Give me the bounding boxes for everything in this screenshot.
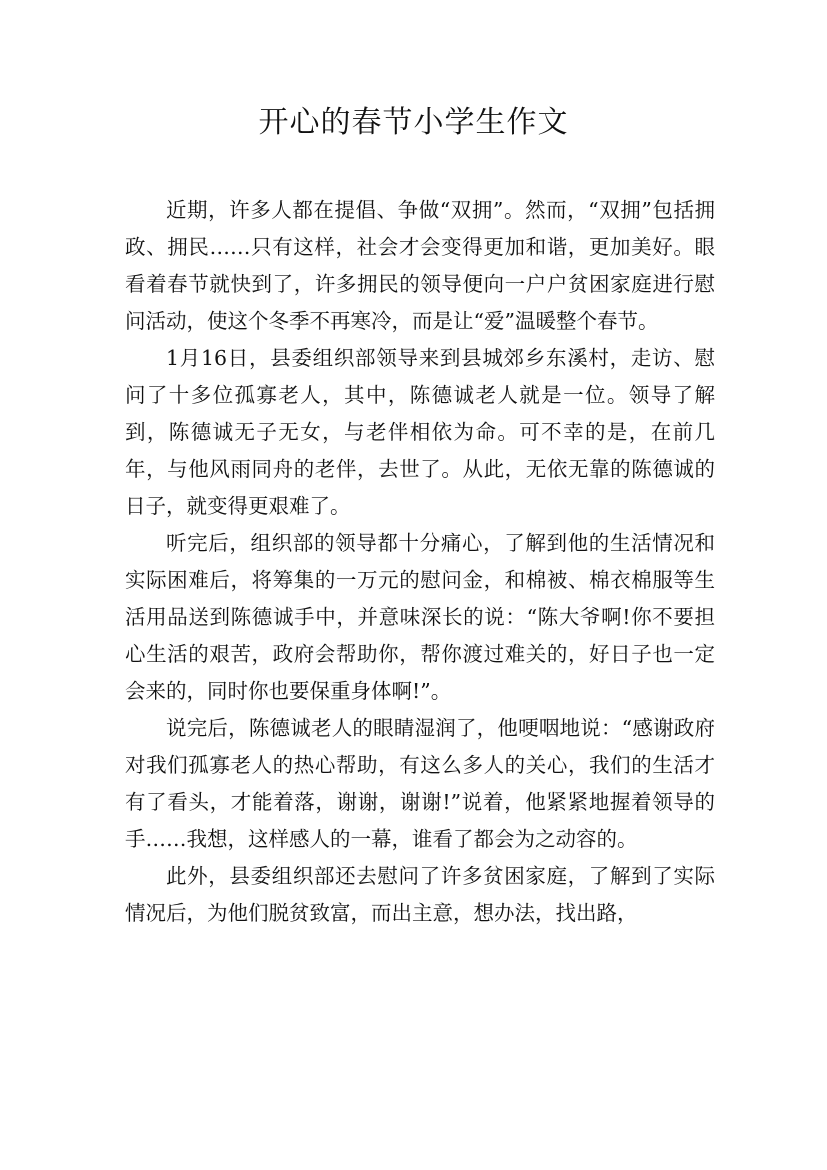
- paragraph-1: 近期，许多人都在提倡、争做“双拥”。然而，“双拥”包括拥政、拥民……只有这样，社会才会变得更加和谐，更加美好。眼看着春节就快到了，许多拥民的领导便向一户户贫困家庭进行慰问活动，使这个冬季不再寒冷，而是让“爱”温暖整个春节。: [125, 198, 715, 333]
- paragraph-4: 说完后，陈德诚老人的眼睛湿润了，他哽咽地说：“感谢政府对我们孤寡老人的热心帮助，有这么多人的关心，我们的生活才有了看头，才能着落，谢谢，谢谢!”说着，他紧紧地握着领导的手……我想，这样感人的一幕，谁看了都会为之动容的。: [125, 716, 715, 851]
- paragraph-2: 1月16日，县委组织部领导来到县城郊乡东溪村，走访、慰问了十多位孤寡老人，其中，陈德诚老人就是一位。领导了解到，陈德诚无子无女，与老伴相依为命。可不幸的是，在前几年，与他风雨同舟的老伴，去世了。从此，无依无靠的陈德诚的日子，就变得更艰难了。: [125, 346, 715, 518]
- document-title: 开心的春节小学生作文: [258, 105, 569, 140]
- document-body: [125, 192, 715, 932]
- paragraph-5: 此外，县委组织部还去慰问了许多贫困家庭，了解到了实际情况后，为他们脱贫致富，而出主意，想办法，找出路，: [125, 864, 715, 925]
- paragraph-3: 听完后，组织部的领导都十分痛心，了解到他的生活情况和实际困难后，将筹集的一万元的慰问金，和棉被、棉衣棉服等生活用品送到陈德诚手中，并意味深长的说：“陈大爷啊!你不要担心生活的艰苦，政府会帮助你，帮你渡过难关的，好日子也一定会来的，同时你也要保重身体啊!”。: [125, 531, 715, 703]
